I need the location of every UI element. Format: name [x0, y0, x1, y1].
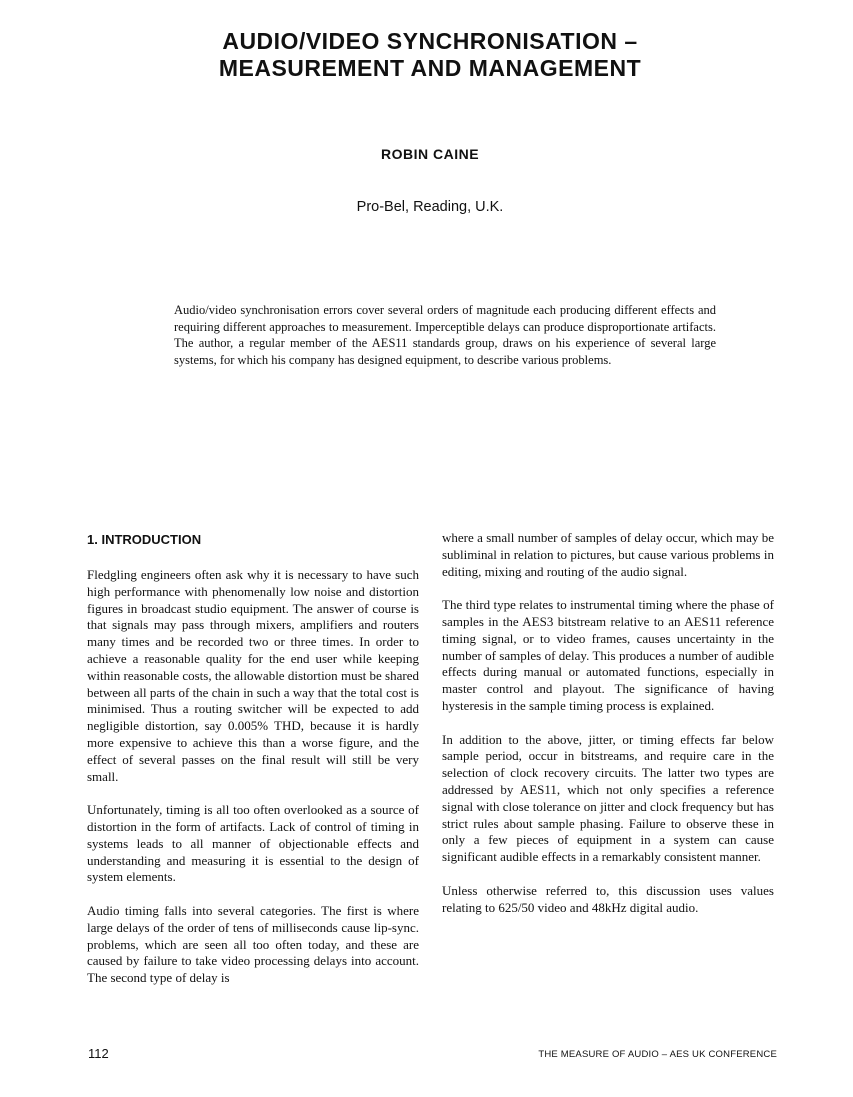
body-paragraph: In addition to the above, jitter, or timing effects far below sample period, occur in bitstreams, and require care in the selection of clock recovery circuits. The latter two types are addressed by AES11, which not only specifies a reference signal with close tolerance on jitter and clock frequency but has strict rules about sample phasing. Failure to observe these in only a few pieces of equipment in a system can cause significant audible effects in a remarkably consistent manner. — [442, 731, 774, 865]
author-affiliation: Pro-Bel, Reading, U.K. — [356, 199, 504, 215]
body-paragraph: Unfortunately, timing is all too often overlooked as a source of distortion in the form of artifacts. Lack of control of timing in systems leads to all manner of objectionable effects and understanding and measuring it is essential to the design of system elements. — [87, 802, 419, 885]
abstract: Audio/video synchronisation errors cover several orders of magnitude each producing different effects and requiring different approaches to measurement. Imperceptible delays can produce disproportionate artifacts. The author, a regular member of the AES11 standards group, draws on his experience of several large systems, for which his company has designed equipment, to describe various problems. — [174, 303, 716, 367]
body-paragraph: Fledgling engineers often ask why it is necessary to have such high performance with phenomenally low noise and distortion figures in broadcast studio equipment. The answer of course is that signals may pass through mixers, amplifiers and routers many times and be recorded two or three times. In order to achieve a reasonable quality for the end user while keeping within reasonable costs, the allowable distortion must be shared between all parts of the chain in such a way that the total cost is minimised. Thus a routing switcher will be expected to add negligible distortion, say 0.005% THD, because it is hardly more expensive to achieve this than a worse figure, and the effect of several passes on the final result will still be very small. — [87, 567, 419, 784]
title-line-2: MEASUREMENT AND MANAGEMENT — [218, 55, 642, 81]
section-heading-introduction: 1. INTRODUCTION — [87, 532, 202, 547]
right-column — [442, 530, 774, 933]
running-footer: THE MEASURE OF AUDIO – AES UK CONFERENCE — [538, 1049, 777, 1060]
body-paragraph: Audio timing falls into several categories. The first is where large delays of the order of tens of milliseconds cause lip-sync. problems, which are seen all too often today, and these are caused by failure to take video processing delays into account. The second type of delay is — [87, 902, 419, 986]
body-paragraph: where a small number of samples of delay occur, which may be subliminal in relation to pictures, but cause various problems in editing, mixing and routing of the audio signal. — [442, 530, 774, 579]
author-name: ROBIN CAINE — [380, 146, 480, 162]
title-line-1: AUDIO/VIDEO SYNCHRONISATION – — [222, 28, 638, 54]
paper-title — [100, 28, 760, 82]
body-paragraph: Unless otherwise referred to, this discussion uses values relating to 625/50 video and 48kHz digital audio. — [442, 882, 774, 915]
left-column — [87, 530, 419, 1004]
page-number: 112 — [88, 1046, 109, 1061]
body-paragraph: The third type relates to instrumental timing where the phase of samples in the AES3 bitstream relative to an AES11 reference timing signal, or to video frames, causes uncertainty in the number of samples of delay. This produces a number of audible effects during manual or automated functions, especially in master control and playout. The significance of having hysteresis in the sample timing process is explained. — [442, 597, 774, 713]
